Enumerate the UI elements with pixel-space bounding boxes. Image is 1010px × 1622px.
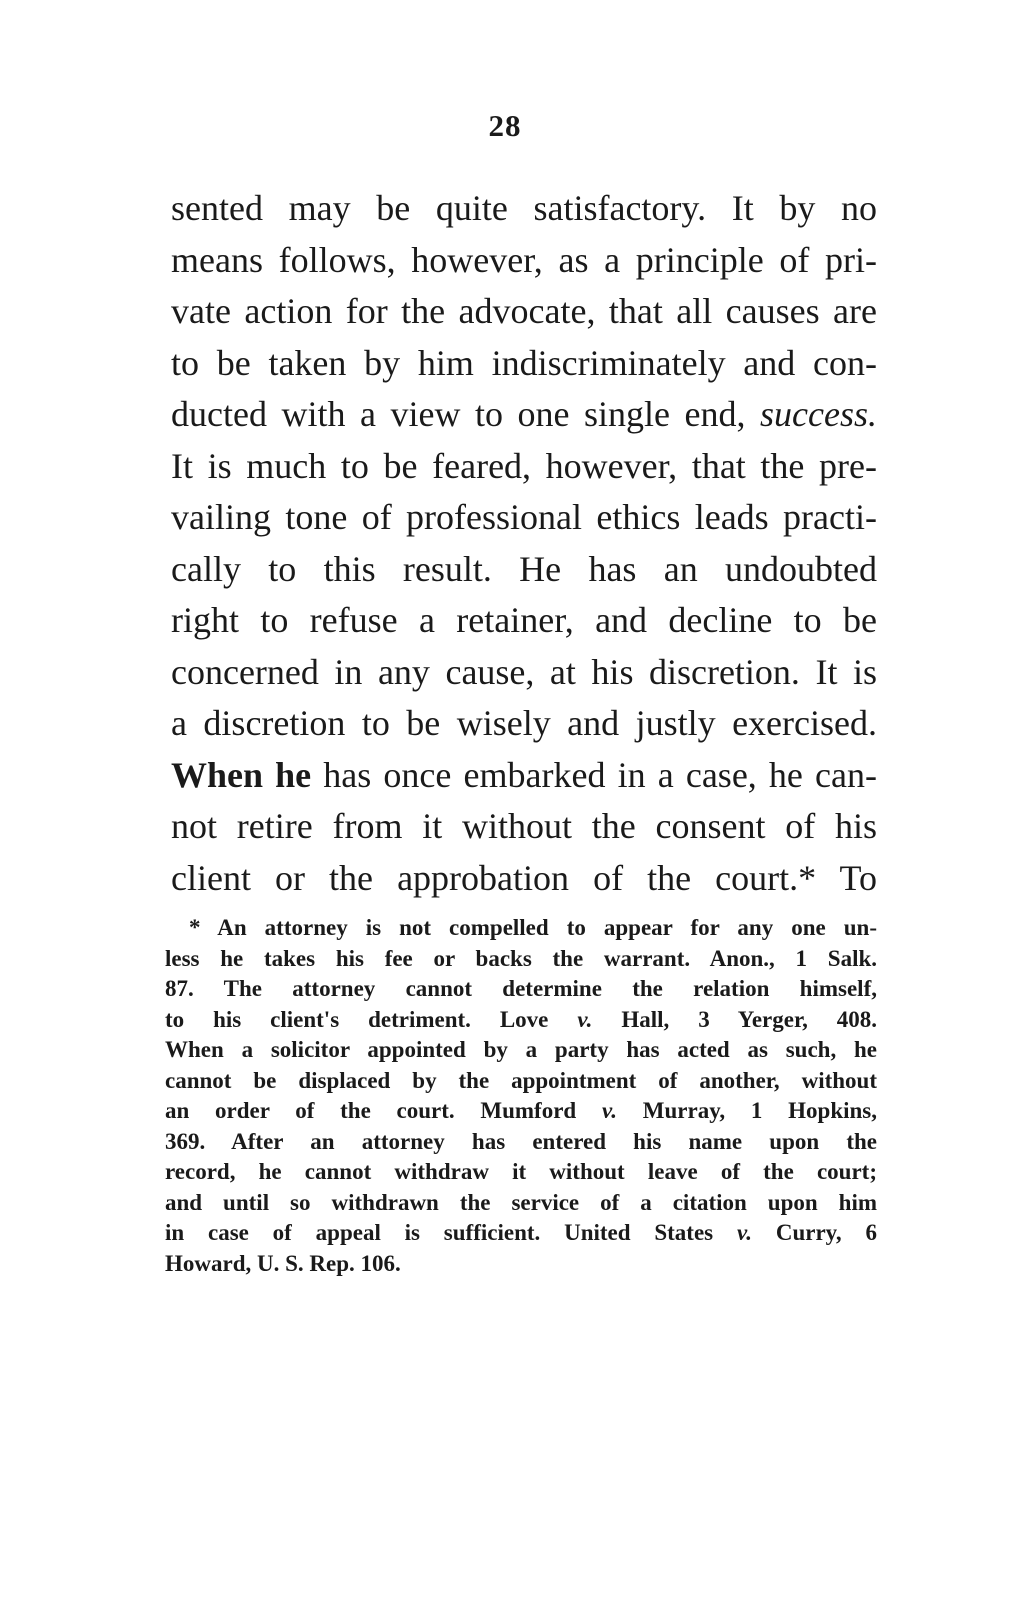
body-line: not retire from it without the consent of his — [171, 806, 877, 846]
footnote — [165, 913, 877, 1279]
body-line: cally to this result. He has an undoubted — [171, 548, 877, 589]
footnote-versus: v. — [601, 1098, 618, 1123]
body-line-text: ducted with a view to one single end, — [171, 394, 761, 434]
body-text — [171, 183, 877, 904]
body-line: right to refuse a retainer, and decline to be — [171, 600, 877, 640]
footnote-versus: v. — [577, 1006, 593, 1032]
footnote-line: 369. After an attorney has entered his name upon the — [165, 1128, 877, 1154]
body-line — [171, 389, 877, 441]
footnote-line — [165, 1005, 877, 1036]
body-line: client or the approbation of the court.* To — [171, 857, 877, 898]
footnote-line: cannot be displaced by the appointment of another, without — [165, 1067, 877, 1093]
footnote-line: Howard, U. S. Rep. 106. — [165, 1250, 401, 1276]
body-line: It is much to be feared, however, that the pre- — [171, 445, 877, 486]
footnote-line: and until so withdrawn the service of a citation upon him — [165, 1189, 877, 1215]
footnote-line: less he takes his fee or backs the warrant. Anon., 1 Salk. — [165, 945, 877, 971]
footnote-text: to his client's detriment. Love — [165, 1006, 578, 1032]
footnote-text: Curry, 6 — [752, 1220, 877, 1245]
body-line: vailing tone of professional ethics leads practi- — [171, 497, 877, 537]
footnote-text: an order of the court. Mumford — [165, 1098, 602, 1123]
footnote-line: 87. The attorney cannot determine the relation himself, — [165, 976, 877, 1001]
footnote-text: Hall, 3 Yerger, 408. — [592, 1006, 877, 1032]
footnote-line: When a solicitor appointed by a party has acted as such, he — [165, 1037, 877, 1062]
body-line: a discretion to be wisely and justly exercised. — [171, 703, 877, 743]
emphasis-success: success. — [760, 394, 877, 434]
body-line — [171, 750, 877, 802]
body-line: means follows, however, as a principle of pri- — [171, 239, 877, 280]
footnote-line — [165, 1096, 877, 1127]
body-line: to be taken by him indiscriminately and con- — [171, 342, 877, 383]
bold-when-he: When he — [171, 754, 312, 795]
body-line: sented may be quite satisfactory. It by no — [171, 188, 877, 228]
body-line: vate action for the advocate, that all causes are — [171, 291, 877, 331]
footnote-versus: v. — [736, 1220, 753, 1245]
body-line: concerned in any cause, at his discretion. It is — [171, 651, 877, 692]
footnote-text: in case of appeal is sufficient. United States — [165, 1220, 737, 1245]
footnote-line: record, he cannot withdraw it without leave of the court; — [165, 1159, 877, 1184]
footnote-line: * An attorney is not compelled to appear for any one un- — [189, 915, 877, 940]
page-number: 28 — [488, 108, 522, 143]
footnote-line — [165, 1218, 877, 1249]
footnote-text: Murray, 1 Hopkins, — [617, 1098, 877, 1123]
body-line-text: has once embarked in a case, he can- — [311, 754, 877, 795]
